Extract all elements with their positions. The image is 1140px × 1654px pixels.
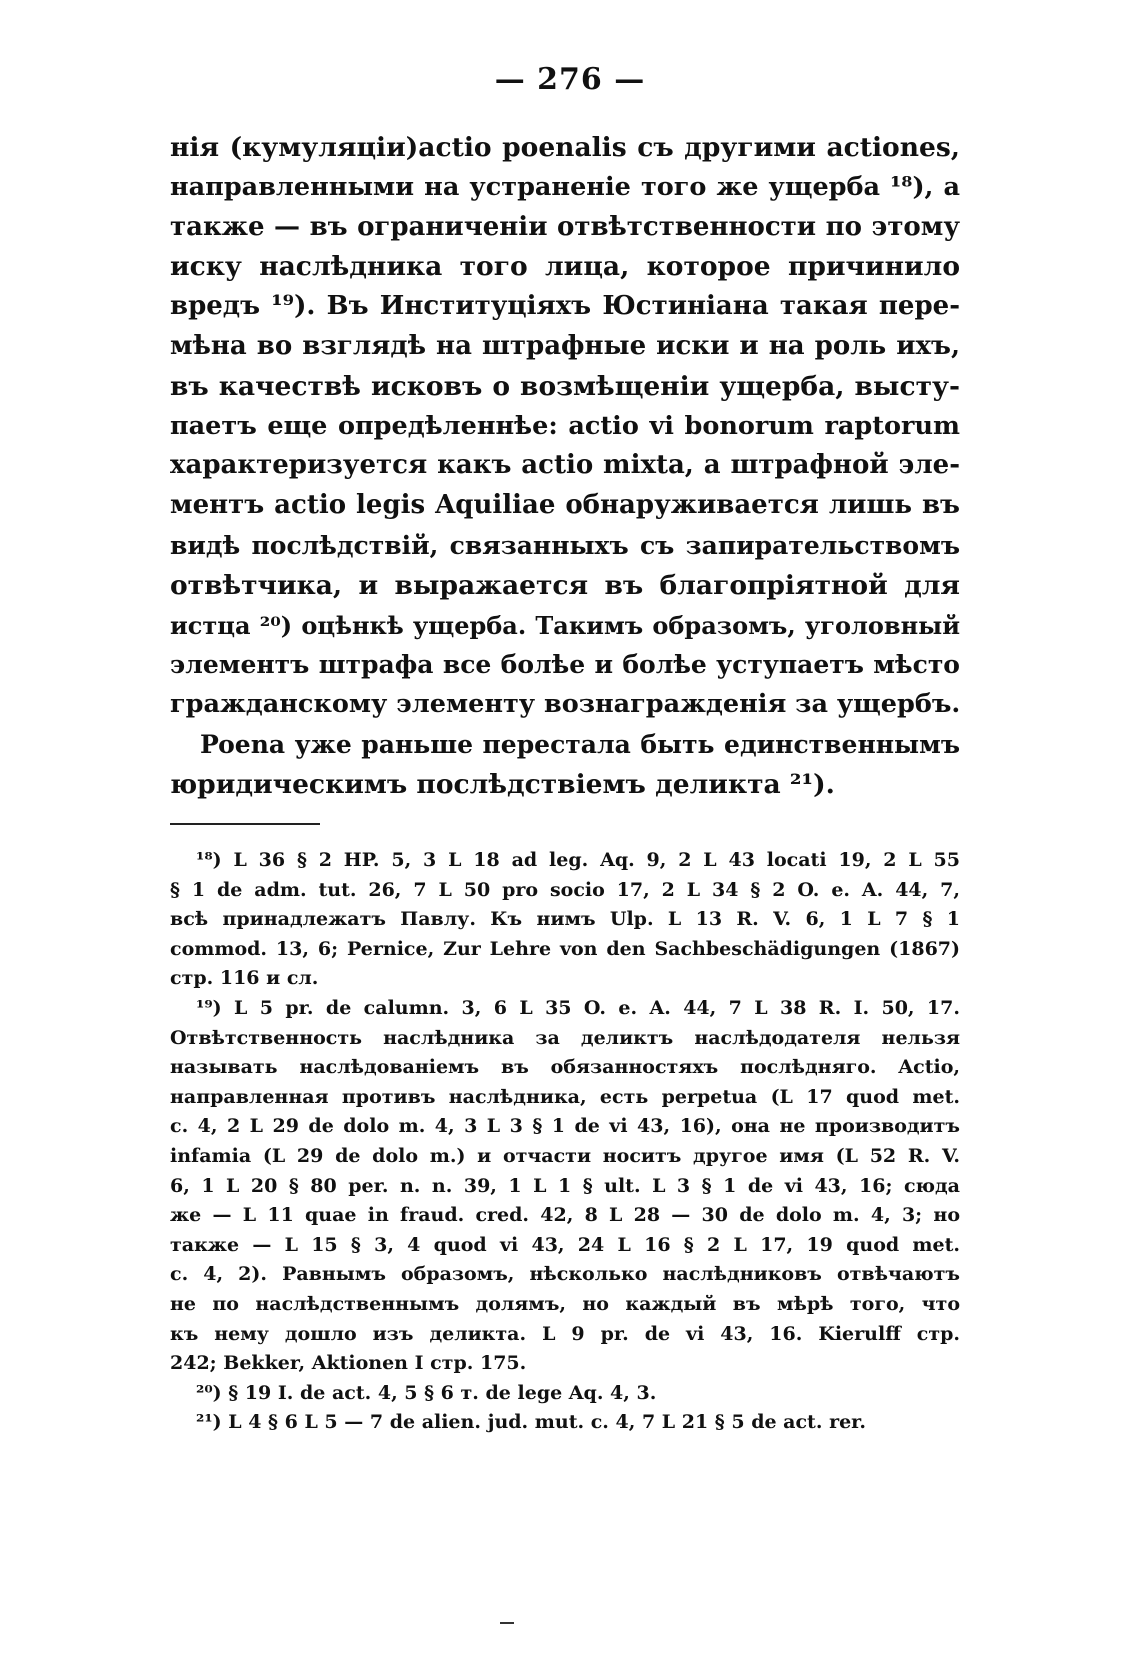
text-line: элементъ штрафа все болѣе и болѣе уступаетъ мѣсто [170, 650, 960, 680]
footnote-line: Отвѣтственность наслѣдника за деликтъ наслѣдодателя нельзя [170, 1026, 960, 1049]
footnote-line: 242; Bekker, Aktionen I стр. 175. [170, 1352, 527, 1375]
footnote-line: называть наслѣдованіемъ въ обязанностяхъ послѣдняго. Actio, [170, 1056, 960, 1079]
text-line: отвѣтчика, и выражается въ благопріятной для [170, 569, 960, 601]
footnote-line: также — L 15 § 3, 4 quod vi 43, 24 L 16 § 2 L 17, 19 quod met. [170, 1233, 960, 1256]
footnote-line: ¹⁹) L 5 pr. de calumn. 3, 6 L 35 O. e. A. 44, 7 L 38 R. I. 50, 17. [196, 996, 960, 1019]
footnotes [170, 846, 960, 1438]
footnote-line: не по наслѣдственнымъ долямъ, но каждый въ мѣрѣ того, что [170, 1292, 960, 1315]
text-line: гражданскому элементу вознагражденія за ущербъ. [170, 689, 961, 720]
text-line: мѣна во взглядѣ на штрафные иски и на роль ихъ, [170, 330, 960, 361]
footnote-line: infamia (L 29 de dolo m.) и отчасти носитъ другое имя (L 52 R. V. [170, 1144, 960, 1167]
footnote-line: стр. 116 и сл. [170, 967, 319, 990]
text-line: въ качествѣ исковъ о возмѣщеніи ущерба, высту- [170, 370, 960, 402]
text-line: нія (кумуляціи)actio poenalis съ другими actiones, [170, 132, 960, 163]
bottom-dash-mark [500, 1622, 514, 1624]
text-line: Poena уже раньше перестала быть единственнымъ [200, 729, 960, 759]
text-line: истца ²⁰) оцѣнкѣ ущерба. Такимъ образомъ, уголовный [170, 610, 960, 640]
footnote-line: 6, 1 L 20 § 80 per. n. n. 39, 1 L 1 § ult. L 3 § 1 de vi 43, 16; сюда [170, 1174, 960, 1197]
footnote-line: же — L 11 quae in fraud. cred. 42, 8 L 28 — 30 de dolo m. 4, 3; но [170, 1204, 960, 1227]
footnote-line: c. 4, 2 L 29 de dolo m. 4, 3 L 3 § 1 de vi 43, 16), она не производитъ [170, 1115, 960, 1138]
text-line: также — въ ограниченіи отвѣтственности по этому [170, 211, 960, 242]
text-line: направленными на устраненіе того же ущерба ¹⁸), а [170, 171, 960, 202]
text-line: вредъ ¹⁹). Въ Институціяхъ Юстиніана такая пере- [170, 291, 960, 322]
footnote-line: направленная противъ наслѣдника, есть perpetua (L 17 quod met. [170, 1085, 960, 1108]
text-line: юридическимъ послѣдствіемъ деликта ²¹). [170, 768, 835, 800]
text-line: паетъ еще опредѣленнѣе: actio vi bonorum raptorum [170, 410, 960, 441]
footnote-separator [170, 823, 320, 825]
footnote-line: къ нему дошло изъ деликта. L 9 pr. de vi 43, 16. Kierulff стр. [170, 1322, 960, 1345]
footnote-line: ¹⁸) L 36 § 2 HP. 5, 3 L 18 ad leg. Aq. 9, 2 L 43 locati 19, 2 L 55 [196, 849, 960, 871]
footnote-line: ²¹) L 4 § 6 L 5 — 7 de alien. jud. mut. c. 4, 7 L 21 § 5 de act. rer. [196, 1411, 867, 1434]
footnote-line: всѣ принадлежатъ Павлу. Къ нимъ Ulp. L 13 R. V. 6, 1 L 7 § 1 [170, 908, 960, 931]
text-line: видѣ послѣдствій, связанныхъ съ запирательствомъ [170, 530, 960, 560]
footnote-line: c. 4, 2). Равнымъ образомъ, нѣсколько наслѣдниковъ отвѣчаютъ [170, 1263, 960, 1286]
page-number: — 276 — [494, 62, 646, 97]
footnote-line: § 1 de adm. tut. 26, 7 L 50 pro socio 17, 2 L 34 § 2 O. e. A. 44, 7, [170, 878, 960, 901]
text-line: характеризуется какъ actio mixta, а штрафной эле- [170, 450, 960, 481]
text-line: иску наслѣдника того лица, которое причинило [170, 251, 960, 283]
text-line: ментъ actio legis Aquiliae обнаруживается лишь въ [170, 490, 960, 521]
footnote-line: ²⁰) § 19 I. de act. 4, 5 § 6 т. de lege Aq. 4, 3. [196, 1381, 657, 1404]
footnote-line: commod. 13, 6; Pernice, Zur Lehre von den Sachbeschädigungen (1867) [170, 937, 960, 960]
main-text [170, 128, 960, 805]
